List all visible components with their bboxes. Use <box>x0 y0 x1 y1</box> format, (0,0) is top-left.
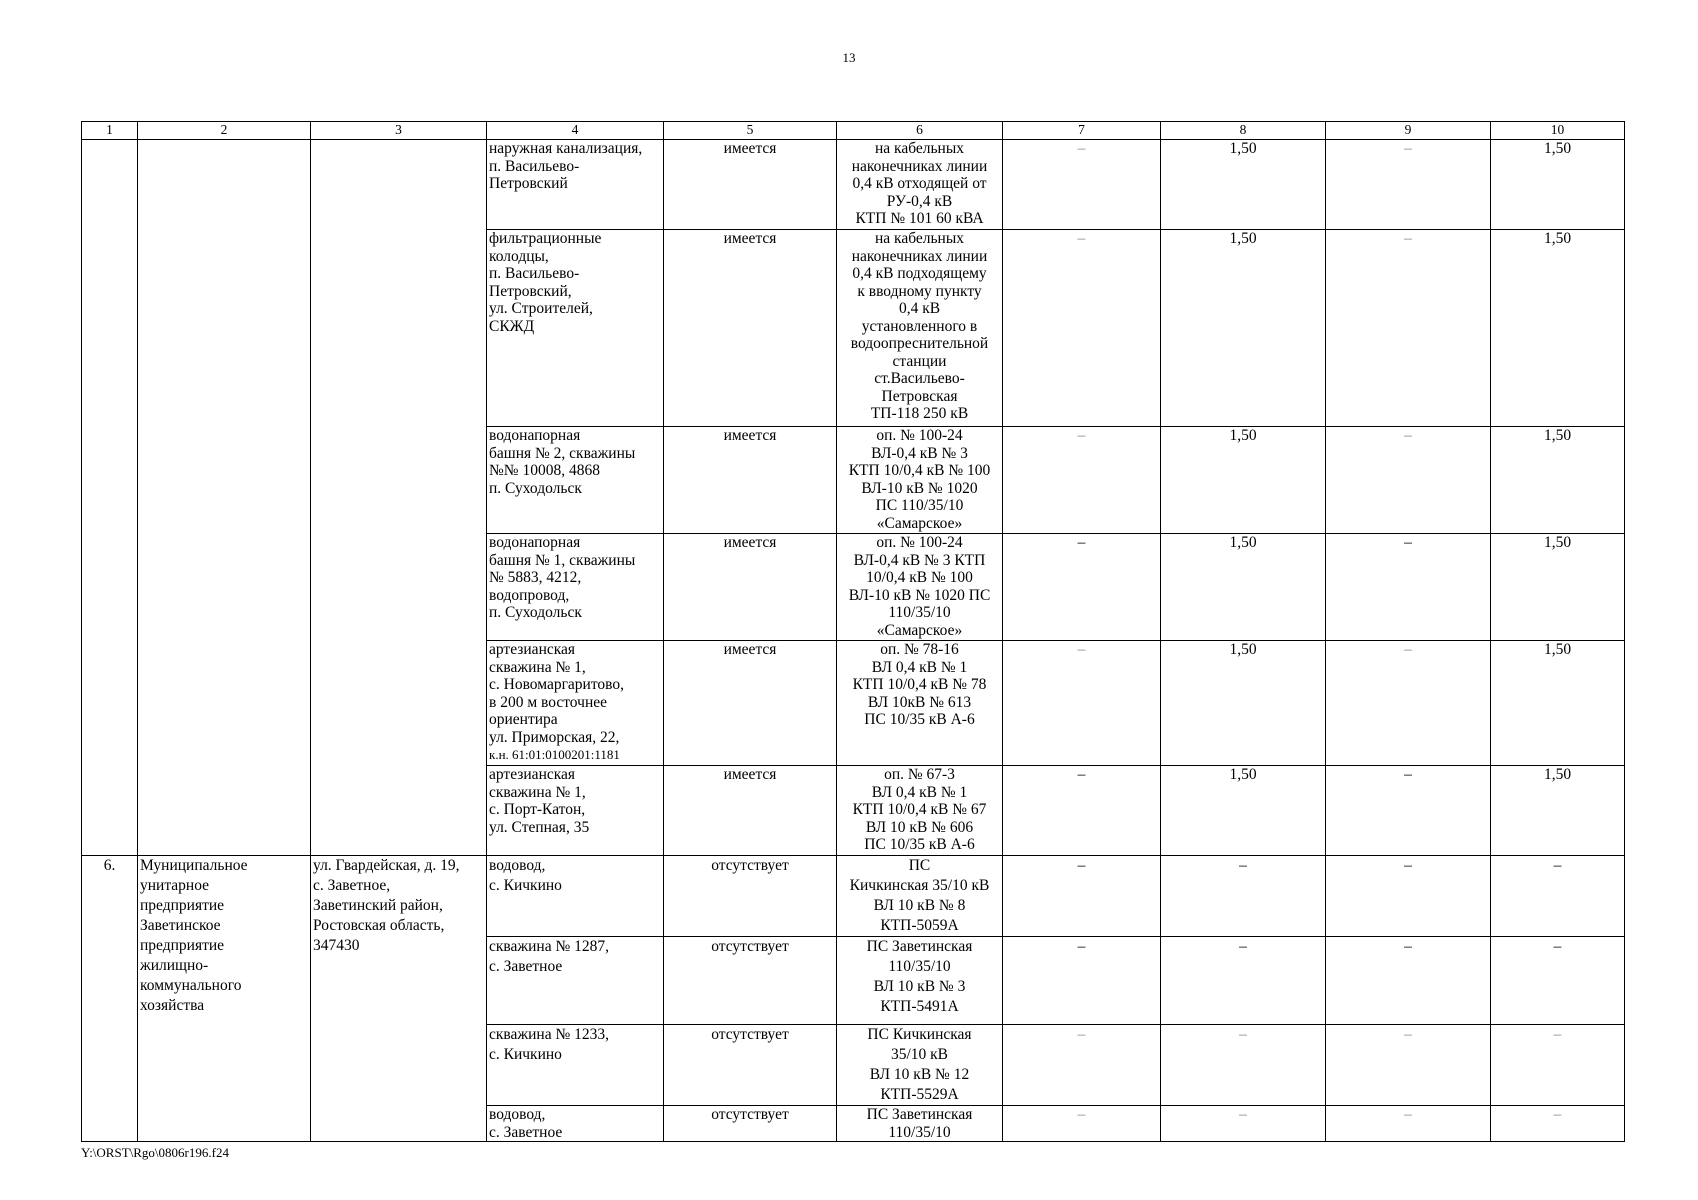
value-cell: – <box>1161 1025 1326 1106</box>
value-cell: – <box>1003 534 1161 641</box>
value-cell: – <box>1491 937 1625 1025</box>
value-cell: 1,50 <box>1161 427 1326 534</box>
value-cell: – <box>1003 641 1161 766</box>
connection-point-cell: оп. № 67-3 ВЛ 0,4 кВ № 1 КТП 10/0,4 кВ № 67 ВЛ 10 кВ № 606 ПС 10/35 кВ А-6 <box>837 766 1003 856</box>
status-cell: имеется <box>664 534 837 641</box>
object-cell: скважина № 1287, с. Заветное <box>487 937 664 1025</box>
status-cell: отсутствует <box>664 1025 837 1106</box>
value-cell: 1,50 <box>1491 427 1625 534</box>
status-cell: отсутствует <box>664 1106 837 1142</box>
file-path-footer: Y:\ORST\Rgo\0806r196.f24 <box>81 1145 229 1160</box>
object-cell: наружная канализация, п. Васильево- Петровский <box>487 140 664 230</box>
status-cell: имеется <box>664 140 837 230</box>
table-row <box>82 140 1625 230</box>
value-cell: – <box>1003 766 1161 856</box>
column-header: 10 <box>1491 122 1625 140</box>
connection-point-cell: ПС Кичкинская 35/10 кВ ВЛ 10 кВ № 8 КТП-5059А <box>837 856 1003 937</box>
value-cell: – <box>1326 427 1491 534</box>
value-cell: 1,50 <box>1491 766 1625 856</box>
data-table <box>81 121 1625 1142</box>
status-cell: отсутствует <box>664 856 837 937</box>
status-cell: отсутствует <box>664 937 837 1025</box>
value-cell: – <box>1491 1025 1625 1106</box>
value-cell: – <box>1491 1106 1625 1142</box>
connection-point-cell: на кабельных наконечниках линии 0,4 кВ отходящей от РУ-0,4 кВ КТП № 101 60 кВА <box>837 140 1003 230</box>
value-cell: – <box>1326 230 1491 427</box>
object-cell: водовод, с. Кичкино <box>487 856 664 937</box>
value-cell: – <box>1003 1025 1161 1106</box>
status-cell: имеется <box>664 766 837 856</box>
object-cell: водонапорная башня № 2, скважины №№ 10008, 4868 п. Суходольск <box>487 427 664 534</box>
value-cell: – <box>1326 937 1491 1025</box>
value-cell: – <box>1003 230 1161 427</box>
value-cell: – <box>1326 140 1491 230</box>
column-header: 5 <box>664 122 837 140</box>
value-cell: – <box>1161 856 1326 937</box>
organization-cell-empty <box>138 140 311 856</box>
value-cell: – <box>1003 1106 1161 1142</box>
column-header: 9 <box>1326 122 1491 140</box>
value-cell: – <box>1326 1025 1491 1106</box>
column-header: 3 <box>311 122 487 140</box>
value-cell: – <box>1326 641 1491 766</box>
value-cell: – <box>1003 856 1161 937</box>
address-cell-empty <box>311 140 487 856</box>
value-cell: 1,50 <box>1161 230 1326 427</box>
column-header: 8 <box>1161 122 1326 140</box>
value-cell: 1,50 <box>1161 140 1326 230</box>
object-cell: водовод, с. Заветное <box>487 1106 664 1142</box>
connection-point-cell: ПС Заветинская 110/35/10 ВЛ 10 кВ № 3 КТП-5491А <box>837 937 1003 1025</box>
address-cell: ул. Гвардейская, д. 19, с. Заветное, Заветинский район, Ростовская область, 347430 <box>311 856 487 1142</box>
value-cell: – <box>1326 856 1491 937</box>
column-header: 7 <box>1003 122 1161 140</box>
table-row <box>82 856 1625 937</box>
value-cell: 1,50 <box>1491 230 1625 427</box>
status-cell: имеется <box>664 427 837 534</box>
number-cell-empty <box>82 140 138 856</box>
organization-cell: Муниципальное унитарное предприятие Заветинское предприятие жилищно- коммунального хозяйства <box>138 856 311 1142</box>
object-cell: скважина № 1233, с. Кичкино <box>487 1025 664 1106</box>
value-cell: 1,50 <box>1161 641 1326 766</box>
value-cell: – <box>1003 937 1161 1025</box>
status-cell: имеется <box>664 641 837 766</box>
object-cell: артезианская скважина № 1, с. Порт-Катон, ул. Степная, 35 <box>487 766 664 856</box>
object-cell: артезианская скважина № 1, с. Новомаргаритово, в 200 м восточнее ориентира ул. Приморская, 22, к.н. 61:01:0100201:1181 <box>487 641 664 766</box>
status-cell: имеется <box>664 230 837 427</box>
value-cell: – <box>1491 856 1625 937</box>
column-header: 4 <box>487 122 664 140</box>
object-cell: фильтрационные колодцы, п. Васильево- Петровский, ул. Строителей, СКЖД <box>487 230 664 427</box>
column-header: 6 <box>837 122 1003 140</box>
value-cell: – <box>1326 766 1491 856</box>
page-number: 13 <box>842 50 856 65</box>
connection-point-cell: ПС Заветинская 110/35/10 <box>837 1106 1003 1142</box>
connection-point-cell: оп. № 100-24 ВЛ-0,4 кВ № 3 КТП 10/0,4 кВ № 100 ВЛ-10 кВ № 1020 ПС 110/35/10 «Самарское» <box>837 427 1003 534</box>
value-cell: – <box>1003 140 1161 230</box>
column-header: 2 <box>138 122 311 140</box>
column-number-row <box>82 122 1625 140</box>
value-cell: – <box>1161 937 1326 1025</box>
value-cell: 1,50 <box>1161 534 1326 641</box>
value-cell: – <box>1326 1106 1491 1142</box>
object-cell: водонапорная башня № 1, скважины № 5883, 4212, водопровод, п. Суходольск <box>487 534 664 641</box>
connection-point-cell: ПС Кичкинская 35/10 кВ ВЛ 10 кВ № 12 КТП-5529А <box>837 1025 1003 1106</box>
number-cell: 6. <box>82 856 138 1142</box>
connection-point-cell: оп. № 78-16 ВЛ 0,4 кВ № 1 КТП 10/0,4 кВ № 78 ВЛ 10кВ № 613 ПС 10/35 кВ А-6 <box>837 641 1003 766</box>
connection-point-cell: оп. № 100-24 ВЛ-0,4 кВ № 3 КТП 10/0,4 кВ № 100 ВЛ-10 кВ № 1020 ПС 110/35/10 «Самарское» <box>837 534 1003 641</box>
value-cell: 1,50 <box>1491 534 1625 641</box>
value-cell: – <box>1003 427 1161 534</box>
value-cell: – <box>1161 1106 1326 1142</box>
value-cell: 1,50 <box>1161 766 1326 856</box>
column-header: 1 <box>82 122 138 140</box>
value-cell: 1,50 <box>1491 641 1625 766</box>
value-cell: – <box>1326 534 1491 641</box>
cadastral-number: к.н. 61:01:0100201:1181 <box>489 747 620 762</box>
value-cell: 1,50 <box>1491 140 1625 230</box>
connection-point-cell: на кабельных наконечниках линии 0,4 кВ подходящему к вводному пункту 0,4 кВ установленного в водоопреснительной станции ст.Васильево- Петровская ТП-118 250 кВ <box>837 230 1003 427</box>
